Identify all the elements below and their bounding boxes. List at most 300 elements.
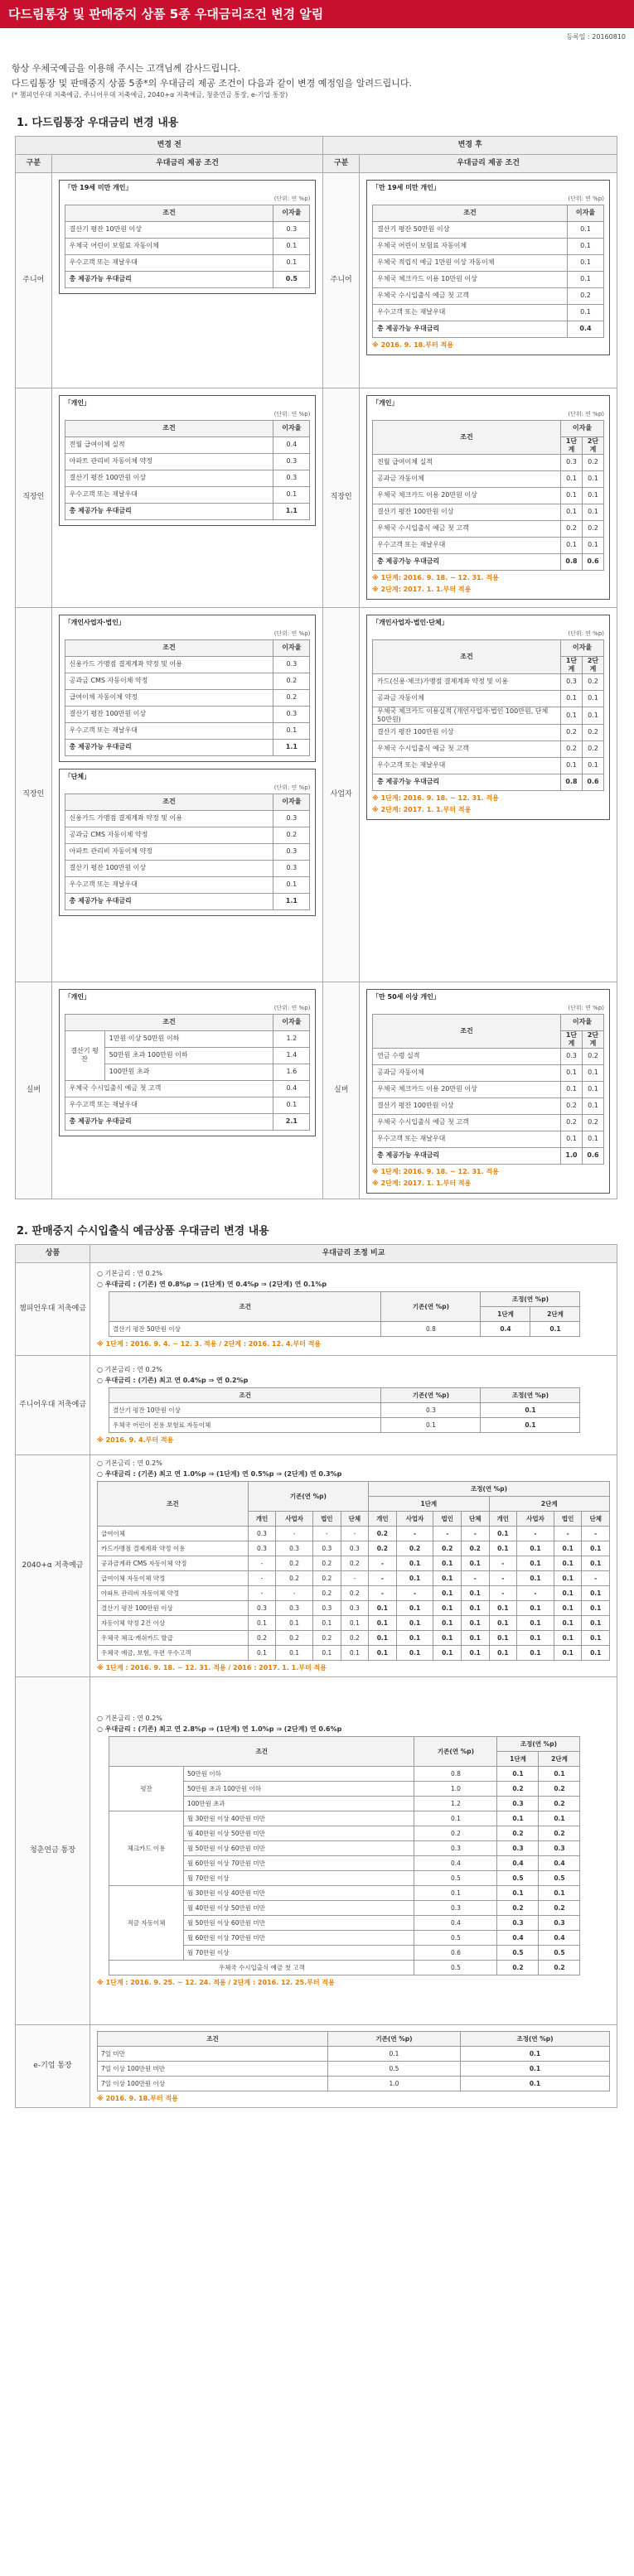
value-cell: 0.1	[341, 1615, 369, 1630]
value-cell: -	[341, 1570, 369, 1585]
cond-cell: 우수고객 또는 재날우대	[373, 304, 568, 321]
value-cell: 0.1	[462, 1556, 490, 1570]
table-row	[65, 689, 310, 706]
value-cell: 0.1	[433, 1630, 462, 1645]
value-cell: 0.2	[248, 1630, 276, 1645]
cond-cell: 공과금 자동이체	[373, 470, 561, 487]
stage2-cell: 0.1	[583, 504, 604, 520]
table-row	[373, 690, 604, 707]
value-cell: -	[276, 1526, 313, 1541]
stage1-cell: 0.1	[561, 707, 583, 724]
value-cell: 0.3	[313, 1600, 341, 1615]
cond-cell: 결산기 평잔 100만원 이상	[98, 1600, 249, 1615]
rate-cell: 0.2	[273, 673, 310, 689]
value-cell: -	[489, 1570, 517, 1585]
group-cell: 평잔	[109, 1766, 184, 1811]
stage1-cell: 0.2	[497, 1900, 539, 1915]
apply-note: ※ 2단계: 2017. 1. 1.부터 적용	[372, 585, 472, 593]
cond-cell: 50만원 초과 100만원 이하	[104, 1047, 273, 1064]
cond-col: 조건	[65, 794, 273, 810]
type-col: 개인	[248, 1511, 276, 1526]
stage2-cell: 0.4	[539, 1930, 580, 1945]
value-cell: -	[517, 1526, 554, 1541]
base-cell: 0.8	[414, 1766, 497, 1781]
value-cell: 0.1	[396, 1556, 433, 1570]
cond-cell: 월 60만원 이상 70만원 미만	[184, 1855, 414, 1870]
base-cell: 0.4	[414, 1855, 497, 1870]
group-content	[360, 608, 617, 982]
adj-col: 조정(연 %p)	[497, 1736, 580, 1751]
stage2-cell: 0.2	[583, 1114, 604, 1131]
product-detail	[90, 1676, 617, 2024]
cond-cell: 급여이체 자동이체 약정	[98, 1570, 249, 1585]
total-row	[373, 553, 604, 570]
table-row	[373, 1081, 604, 1097]
value-cell: -	[462, 1570, 490, 1585]
value-cell: 0.3	[248, 1526, 276, 1541]
stage2-cell: 0.1	[583, 1064, 604, 1081]
cond-cell: 우체국 어린이 전용 보험료 자동이체	[109, 1417, 381, 1432]
stage2-cell: 0.1	[539, 1811, 580, 1826]
value-cell: 0.2	[313, 1585, 341, 1600]
total-label: 총 제공가능 우대금리	[65, 739, 273, 755]
value-cell: 0.1	[517, 1630, 554, 1645]
post-date: 등록일 : 20160810	[566, 33, 626, 41]
stage1-cell: 0.1	[561, 470, 583, 487]
total-value: 0.4	[568, 321, 604, 337]
total-stage2: 0.6	[583, 1147, 604, 1164]
value-cell: 0.1	[517, 1645, 554, 1660]
stage2-cell: 0.1	[530, 1321, 580, 1336]
apply-note: ※ 1단계: 2016. 9. 18. ~ 12. 31. 적용	[372, 573, 499, 581]
adj-cell: 0.1	[481, 1417, 580, 1432]
cond-cell: 결산기 평잔 100만원 이상	[65, 706, 273, 722]
value-cell: 0.1	[248, 1645, 276, 1660]
value-cell: 0.1	[433, 1570, 462, 1585]
base-cell: 0.4	[414, 1915, 497, 1930]
product-name: 주니어우대 저축예금	[16, 1355, 90, 1454]
value-cell: 0.1	[369, 1630, 397, 1645]
row-worker	[16, 388, 617, 608]
cond-cell: 월 60만원 이상 70만원 미만	[184, 1930, 414, 1945]
stage1-col: 1단계	[481, 1306, 530, 1321]
stage2-cell: 0.2	[583, 1048, 604, 1064]
apply-note: ※ 1단계 : 2016. 9. 4. ~ 12. 3. 적용 / 2단계 : 2016. 12. 4.부터 적용	[97, 1339, 322, 1348]
cond-cell: 연금 수령 실적	[373, 1048, 561, 1064]
value-cell: 0.1	[433, 1645, 462, 1660]
stage1-cell: 0.5	[497, 1870, 539, 1885]
stage1-cell: 0.2	[497, 1960, 539, 1975]
condition-box	[59, 395, 317, 526]
cond-cell: 공과금 CMS 자동이체 약정	[65, 673, 273, 689]
table-row	[98, 1541, 610, 1556]
cond-cell: 결산기 평잔 100만원 이상	[373, 504, 561, 520]
stage1-col: 1단계	[369, 1496, 489, 1511]
stage2-cell: 0.5	[539, 1870, 580, 1885]
type-col: 개인	[489, 1511, 517, 1526]
condition-box	[59, 615, 317, 762]
product-ebiz	[16, 2024, 617, 2107]
condition-box	[59, 180, 317, 294]
table-row	[98, 1556, 610, 1570]
cond-cell: 급여이체	[98, 1526, 249, 1541]
total-label: 총 제공가능 우대금리	[373, 774, 561, 790]
condition-box	[366, 615, 610, 820]
value-cell: 0.1	[369, 1600, 397, 1615]
cond-cell: 결산기 평잔 100만원 이상	[373, 1097, 561, 1114]
value-cell: 0.3	[313, 1541, 341, 1556]
product-champion	[16, 1262, 617, 1355]
stage1-cell: 0.3	[561, 673, 583, 690]
stage1-cell: 0.4	[497, 1855, 539, 1870]
unit-label: (단위: 연 %p)	[568, 195, 604, 202]
total-stage2: 0.6	[583, 553, 604, 570]
group-cell: 체크카드 이용	[109, 1811, 184, 1885]
stage2-cell: 0.2	[583, 673, 604, 690]
rate-cell: 0.3	[273, 221, 310, 238]
cond-cell: 월 50만원 이상 60만원 미만	[184, 1840, 414, 1855]
cond-cell: 아파트 관리비 자동이체 약정	[65, 843, 273, 860]
product-name: 챔피언우대 저축예금	[16, 1262, 90, 1355]
table-row	[65, 843, 310, 860]
cond-col: 조건	[65, 205, 273, 221]
stage1-cell: 0.1	[497, 1766, 539, 1781]
stage2-cell: 0.1	[583, 1097, 604, 1114]
table-row	[98, 1645, 610, 1660]
base-col: 기존(연 %p)	[248, 1481, 368, 1511]
total-label: 총 제공가능 우대금리	[65, 1113, 273, 1130]
base-cell: 0.6	[414, 1945, 497, 1960]
rate-cell: 0.2	[273, 689, 310, 706]
cond-cell: 공과금 자동이체	[373, 1064, 561, 1081]
unit-label: (단위: 연 %p)	[273, 1005, 311, 1011]
condition-box	[59, 769, 317, 916]
base-col: 기존(연 %p)	[381, 1291, 481, 1321]
value-cell: 0.3	[341, 1541, 369, 1556]
group-cell: 적금 자동이체	[109, 1885, 184, 1960]
rate-cell: 0.1	[273, 486, 310, 503]
table-row	[65, 1030, 310, 1047]
cond-cell: 우수고객 또는 재날우대	[373, 537, 561, 553]
cond-cell: 카드가맹점 결제계좌 약정 이용	[98, 1541, 249, 1556]
base-rate: ○ 기본금리 : 연 0.2%	[97, 1269, 162, 1277]
table-row	[373, 707, 604, 724]
stage2-cell: 0.2	[539, 1960, 580, 1975]
cond-cell: 신용카드 가맹점 결제계좌 약정 및 이용	[65, 656, 273, 673]
stage1-col: 1단계	[561, 437, 583, 454]
group-content	[51, 608, 323, 982]
stage1-col: 1단계	[497, 1751, 539, 1766]
value-cell: 0.1	[554, 1541, 582, 1556]
pref-rate: ○ 우대금리 : (기존) 최고 연 2.8%p ⇒ (1단계) 연 1.0%p ⇒ (2단계) 연 0.6%p	[97, 1725, 342, 1733]
unit-label: (단위: 연 %p)	[568, 411, 604, 417]
table-row	[109, 1766, 580, 1781]
cond-col: 조건	[65, 1014, 273, 1030]
rate-cell: 1.4	[273, 1047, 310, 1064]
stage2-col: 2단계	[539, 1751, 580, 1766]
value-cell: 0.2	[313, 1570, 341, 1585]
stage1-cell: 0.3	[497, 1840, 539, 1855]
value-cell: -	[582, 1570, 610, 1585]
group-label: 직장인	[16, 388, 52, 608]
base-col: 기존(연 %p)	[381, 1387, 481, 1402]
value-cell: 0.2	[369, 1541, 397, 1556]
table-row	[98, 1630, 610, 1645]
table-row	[373, 757, 604, 774]
value-cell: 0.1	[489, 1645, 517, 1660]
total-value: 0.5	[273, 271, 310, 287]
cond-cell: 결산기 평잔 100만원 이상	[373, 724, 561, 740]
base-cell: 0.1	[414, 1811, 497, 1826]
rate-cell: 0.1	[273, 876, 310, 893]
table-row	[373, 537, 604, 553]
group-label: 직장인	[323, 388, 360, 608]
stage1-cell: 0.1	[561, 1064, 583, 1081]
total-label: 총 제공가능 우대금리	[65, 503, 273, 519]
value-cell: 0.1	[517, 1570, 554, 1585]
table-row	[65, 1080, 310, 1097]
cond-cell: 우체국 수시입출식 예금 첫 고객	[373, 287, 568, 304]
intro-note: (* 챔피언우대 저축예금, 주니어우대 저축예금, 2040+α 저축예금, 청춘연금 통장, e-기업 통장)	[12, 91, 288, 99]
value-cell: 0.1	[582, 1556, 610, 1570]
stage1-cell: 0.1	[561, 487, 583, 504]
unit-label: (단위: 연 %p)	[568, 1005, 604, 1011]
value-cell: 0.2	[313, 1556, 341, 1570]
group-label: 실버	[16, 982, 52, 1199]
table-row	[373, 238, 604, 254]
value-cell: 0.3	[276, 1541, 313, 1556]
value-cell: 0.1	[489, 1541, 517, 1556]
cond-cell: 자동이체 약정 2건 이상	[98, 1615, 249, 1630]
table-row	[65, 827, 310, 843]
value-cell: -	[248, 1570, 276, 1585]
rate-cell: 0.2	[568, 287, 604, 304]
cond-cell: 우체국 수시입출식 예금 첫 고객	[373, 740, 561, 757]
type-col: 단체	[341, 1511, 369, 1526]
total-row	[373, 321, 604, 337]
cond-cell: 월 70만원 이상	[184, 1945, 414, 1960]
cond-cell: 7일 이상 100만원 미만	[98, 2061, 328, 2076]
value-cell: 0.1	[582, 1541, 610, 1556]
cond-col: 조건	[65, 420, 273, 437]
value-cell: 0.2	[462, 1541, 490, 1556]
adj-col: 조정(연 %p)	[481, 1387, 580, 1402]
stage1-col: 1단계	[561, 1030, 583, 1048]
value-cell: -	[517, 1585, 554, 1600]
rate-col: 이자율	[273, 794, 310, 810]
base-cell: 0.5	[414, 1870, 497, 1885]
value-cell: 0.1	[396, 1630, 433, 1645]
cond-cell: 아파트 관리비 자동이체 약정	[65, 453, 273, 470]
rate-cell: 0.3	[273, 860, 310, 876]
rate-cell: 0.1	[273, 238, 310, 254]
value-cell: 0.1	[517, 1556, 554, 1570]
table-row	[373, 487, 604, 504]
stage2-cell: 0.1	[539, 1766, 580, 1781]
cond-cell: 월 40만원 이상 50만원 미만	[184, 1900, 414, 1915]
product-detail	[90, 1454, 617, 1676]
rate-col: 이자율	[273, 639, 310, 656]
value-cell: 0.1	[433, 1556, 462, 1570]
total-row	[373, 774, 604, 790]
value-cell: 0.1	[396, 1600, 433, 1615]
cond-cell: 전월 급여이체 실적	[65, 437, 273, 453]
stage1-col: 1단계	[561, 656, 583, 673]
condition-box	[366, 395, 610, 600]
total-label: 총 제공가능 우대금리	[65, 893, 273, 909]
stage2-cell: 0.1	[583, 487, 604, 504]
cond-cell: 우체국 적립식 예금 1만원 이상 자동이체	[373, 254, 568, 271]
cond-cell: 우수고객 또는 재날우대	[65, 254, 273, 271]
cond-col: 조건	[98, 1481, 249, 1526]
stage1-cell: 0.3	[497, 1915, 539, 1930]
stage1-cell: 0.1	[561, 1131, 583, 1147]
group-cell: 결산기 평잔	[65, 1030, 104, 1080]
total-stage1: 0.8	[561, 553, 583, 570]
pref-rate: ○ 우대금리 : (기존) 최고 연 0.4%p ⇒ 연 0.2%p	[97, 1376, 249, 1384]
cond-cell: 공과금 CMS 자동이체 약정	[65, 827, 273, 843]
total-row	[65, 1113, 310, 1130]
after-header: 변경 후	[323, 137, 617, 155]
table-row	[373, 1114, 604, 1131]
product-name: 2040+α 저축예금	[16, 1454, 90, 1676]
total-label: 총 제공가능 우대금리	[65, 271, 273, 287]
base-col: 기존(연 %p)	[414, 1736, 497, 1766]
value-cell: 0.1	[554, 1600, 582, 1615]
value-cell: 0.1	[462, 1630, 490, 1645]
value-cell: -	[248, 1556, 276, 1570]
cond-cell: 우체국 어린이 보험료 자동이체	[65, 238, 273, 254]
value-cell: 0.3	[248, 1600, 276, 1615]
stage1-cell: 0.4	[481, 1321, 530, 1336]
compare-header: 우대금리 조정 비교	[90, 1244, 617, 1262]
total-label: 총 제공가능 우대금리	[373, 553, 561, 570]
table-row	[373, 1131, 604, 1147]
base-cell: 0.5	[328, 2061, 461, 2076]
base-cell: 0.3	[414, 1840, 497, 1855]
base-cell: 0.1	[328, 2046, 461, 2061]
value-cell: 0.2	[341, 1585, 369, 1600]
rate-cell: 0.1	[568, 221, 604, 238]
table-row	[373, 1097, 604, 1114]
base-col: 기존(연 %p)	[328, 2031, 461, 2046]
base-cell: 1.0	[414, 1781, 497, 1796]
rate-col: 이자율	[561, 639, 604, 656]
value-cell: -	[489, 1585, 517, 1600]
cond-cell: 월 30만원 이상 40만원 미만	[184, 1811, 414, 1826]
table-row	[98, 1570, 610, 1585]
rate-cell: 0.1	[568, 238, 604, 254]
stage1-cell: 0.1	[561, 690, 583, 707]
cond-cell: 결산기 평잔 100만원 이상	[65, 860, 273, 876]
value-cell: -	[396, 1585, 433, 1600]
rate-cell: 0.2	[273, 827, 310, 843]
cond-cell: 우수고객 또는 재날우대	[65, 486, 273, 503]
rate-cell: 0.1	[273, 722, 310, 739]
value-cell: 0.1	[489, 1600, 517, 1615]
section1-table	[15, 136, 617, 1199]
product-header: 상품	[16, 1244, 90, 1262]
cond-cell: 전월 급여이체 실적	[373, 454, 561, 470]
group-content	[360, 982, 617, 1199]
value-cell: 0.1	[554, 1645, 582, 1660]
stage1-cell: 0.3	[561, 454, 583, 470]
value-cell: 0.2	[276, 1570, 313, 1585]
table-row	[65, 254, 310, 271]
stage2-col: 2단계	[530, 1306, 580, 1321]
total-label: 총 제공가능 우대금리	[373, 321, 568, 337]
unit-label: (단위: 연 %p)	[273, 195, 311, 202]
target-title: 「만 19세 미만 개인」	[372, 184, 440, 191]
value-cell: 0.1	[313, 1615, 341, 1630]
value-cell: 0.1	[396, 1615, 433, 1630]
table-row	[373, 1048, 604, 1064]
section1-title: 1. 다드림통장 우대금리 변경 내용	[17, 117, 179, 129]
base-cell: 0.1	[414, 1885, 497, 1900]
table-row	[98, 1585, 610, 1600]
table-row	[65, 656, 310, 673]
value-cell: 0.1	[554, 1615, 582, 1630]
value-cell: -	[313, 1526, 341, 1541]
apply-note: ※ 1단계: 2016. 9. 18. ~ 12. 31. 적용	[372, 1167, 499, 1175]
before-header: 변경 전	[16, 137, 323, 155]
rate-cell: 0.1	[568, 271, 604, 287]
table-row	[65, 706, 310, 722]
product-name: e-기업 통장	[16, 2024, 90, 2107]
unit-label: (단위: 연 %p)	[273, 411, 311, 417]
stage2-cell: 0.5	[539, 1945, 580, 1960]
cond-cell: 50만원 초과 100만원 이하	[184, 1781, 414, 1796]
cond-col: 조건	[109, 1736, 414, 1766]
table-row	[373, 271, 604, 287]
table-row	[373, 304, 604, 321]
adj-cell: 0.1	[481, 1402, 580, 1417]
value-cell: 0.2	[369, 1526, 397, 1541]
unit-label: (단위: 연 %p)	[568, 630, 604, 637]
cond-cell: 결산기 평잔 50만원 이상	[373, 221, 568, 238]
rate-cell: 0.3	[273, 453, 310, 470]
value-cell: -	[369, 1570, 397, 1585]
table-row	[65, 486, 310, 503]
table-row	[373, 673, 604, 690]
value-cell: 0.1	[433, 1600, 462, 1615]
rate-cell: 0.1	[273, 254, 310, 271]
stage2-cell: 0.2	[539, 1900, 580, 1915]
value-cell: 0.1	[517, 1600, 554, 1615]
table-row	[65, 221, 310, 238]
stage1-cell: 0.1	[561, 537, 583, 553]
value-cell: 0.2	[313, 1630, 341, 1645]
stage1-cell: 0.3	[561, 1048, 583, 1064]
cond-cell: 월 50만원 이상 60만원 미만	[184, 1915, 414, 1930]
value-cell: 0.2	[396, 1541, 433, 1556]
group-content	[360, 173, 617, 388]
cond-cell: 7일 이상 100만원 이상	[98, 2076, 328, 2091]
apply-note: ※ 2단계: 2017. 1. 1.부터 적용	[372, 1179, 472, 1187]
value-cell: 0.1	[369, 1615, 397, 1630]
value-cell: 0.1	[582, 1600, 610, 1615]
type-col: 단체	[582, 1511, 610, 1526]
cond-cell: 우체국 수시입출식 예금 첫 고객	[65, 1080, 273, 1097]
stage1-cell: 0.2	[561, 520, 583, 537]
stage2-cell: 0.1	[583, 537, 604, 553]
value-cell: 0.3	[248, 1541, 276, 1556]
value-cell: 0.1	[433, 1585, 462, 1600]
table-row	[373, 740, 604, 757]
value-cell: 0.1	[433, 1615, 462, 1630]
group-label: 주니어	[16, 173, 52, 388]
cond-cell: 우수고객 또는 재날우대	[65, 876, 273, 893]
